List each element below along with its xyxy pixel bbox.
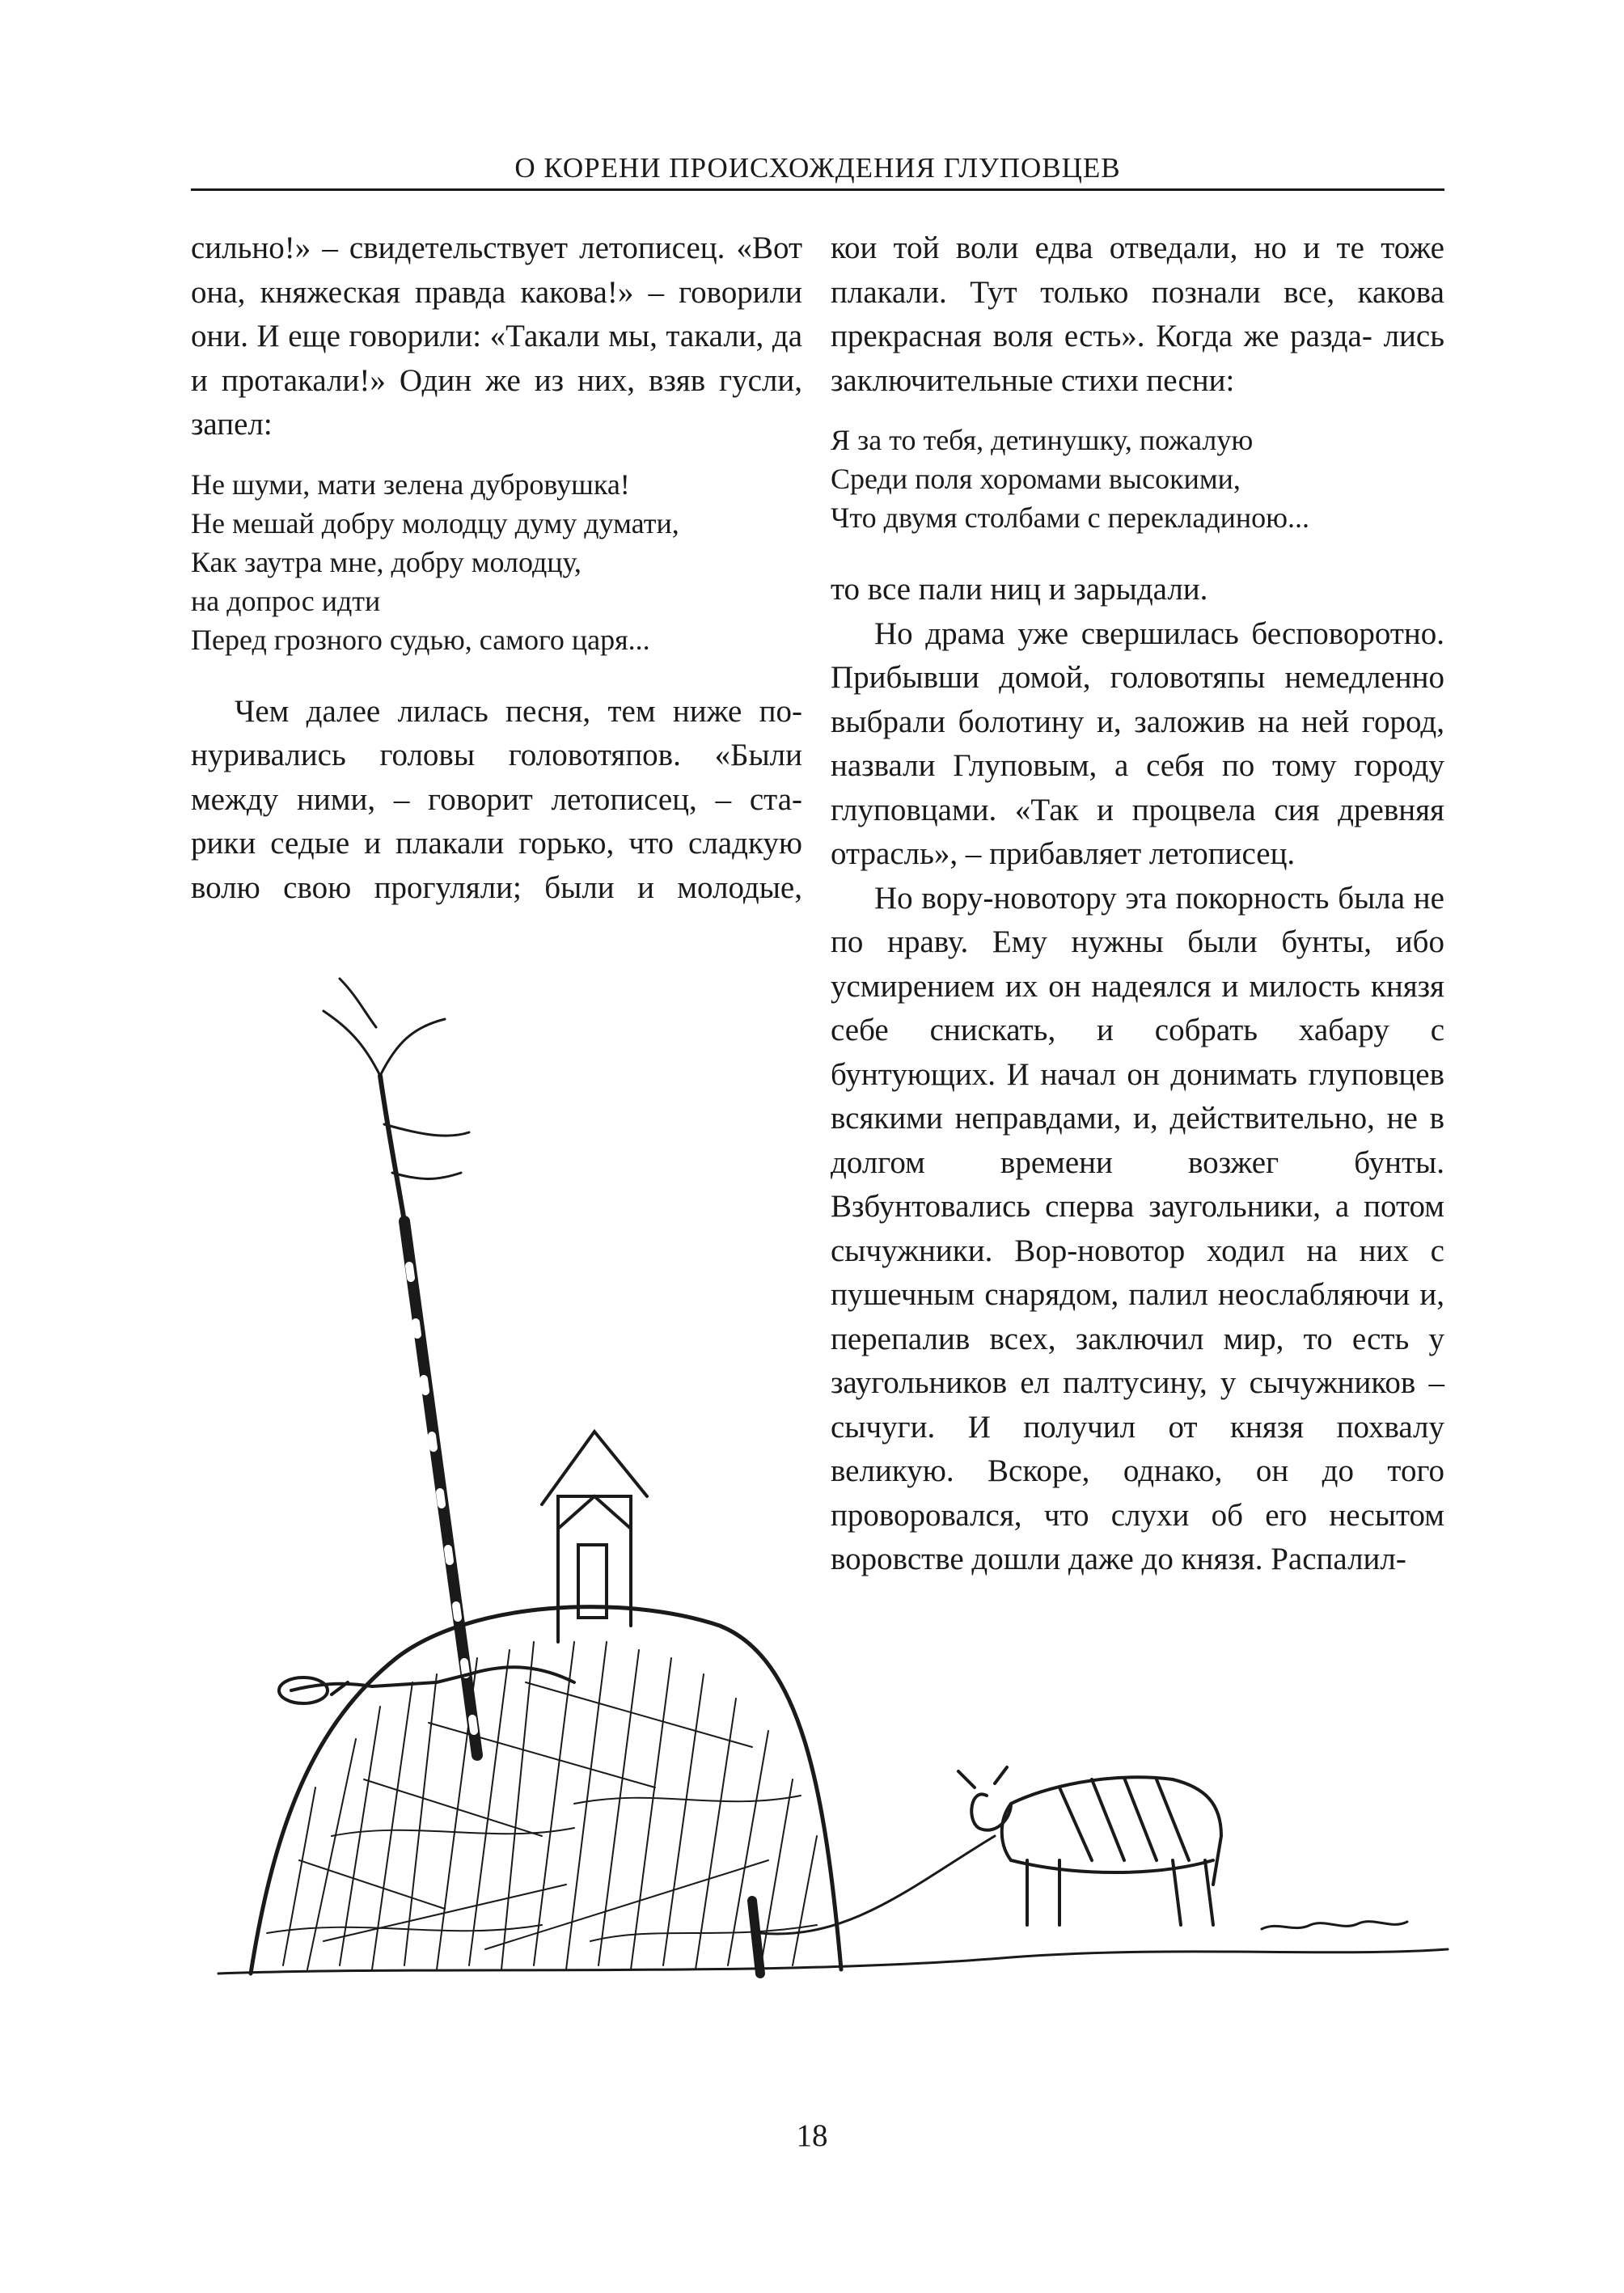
text-line: «Вот она, княжеская правда какова!» – bbox=[191, 231, 802, 310]
verse-line: Не шуми, мати зелена дубровушка! bbox=[191, 467, 630, 501]
striped-pole bbox=[324, 979, 477, 1755]
artist-signature bbox=[1262, 1922, 1407, 1929]
paragraph: Но вору-новотору эта покорность была не по нраву. Ему нужны были бунты, ибо усмирением их он надеялся и милость князя себе снискать, и собрать хабару с бунтующих. И начал он донимать глуповцев всякими неправдами, и, действительно, не в долгом времени возжег бунты. Взбунтовались сперва заугольники, а потом сычужники. Вор-новотор ходил на них с пушечным снарядом, палил неослабляючи и, перепалив всех, заключил мир, то есть у заугольников ел палтусину, у сычужников – сычуги. И получил от князя похвалу великую. Вскоре, однако, он до того проворовался, что слухи об его несытом воровстве дошли даже до князя. Распалил- bbox=[831, 880, 1444, 1576]
page-number: 18 bbox=[796, 2118, 828, 2153]
paragraph bbox=[191, 226, 802, 447]
text-line: кои той воли едва отведали, но и те тоже bbox=[831, 231, 1444, 265]
rope bbox=[760, 1836, 995, 1934]
verse-line: Среди поля хоромами высокими, bbox=[831, 463, 1241, 495]
text-line: лись заключительные стихи песни: bbox=[831, 319, 1444, 398]
ox-figure bbox=[958, 1767, 1221, 1925]
verse-line: Не мешай добру молодцу думу думати, bbox=[191, 506, 679, 539]
text-line: волю свою прогуляли; были и молодые, bbox=[191, 869, 802, 905]
text-line: прекрасная воля есть». Когда же разда- bbox=[831, 319, 1372, 353]
text-line: плакали. Тут только познали все, какова bbox=[831, 274, 1444, 310]
verse-block bbox=[191, 465, 802, 659]
grass-strokes bbox=[267, 1642, 817, 1969]
text-line: них, взяв гусли, запел: bbox=[191, 362, 802, 442]
verse-line: Что двумя столбами с перекладиною... bbox=[831, 501, 1310, 534]
verse-line: на допрос идти bbox=[191, 584, 381, 617]
paragraph: Но драма уже свершилась бесповоротно. Прибывши домой, головотяпы немедленно выбрали болотину и, заложив на ней город, назвали Глуповым, а себя по тому городу глуповцами. «Так и процвела сия древняя отрасль», – прибавляет летописец. bbox=[831, 616, 1444, 871]
text-line: рики седые и плакали горько, что сладкую bbox=[191, 826, 802, 861]
left-column bbox=[191, 226, 802, 910]
running-head: О КОРЕНИ ПРОИСХОЖДЕНИЯ ГЛУПОВЦЕВ bbox=[514, 152, 1121, 184]
text-line: сильно!» – свидетельствует летописец. bbox=[191, 231, 725, 265]
verse-block bbox=[831, 421, 1444, 537]
text-line: Чем далее лилась песня, тем ниже по- bbox=[235, 693, 802, 729]
small-post bbox=[752, 1901, 760, 1974]
verse-line: Как заутра мне, добру молодцу, bbox=[191, 545, 582, 578]
text-line: говорили они. И еще говорили: «Такали bbox=[191, 274, 802, 353]
text-line: нуривались головы головотяпов. «Были bbox=[191, 738, 802, 772]
verse-line: Я за то тебя, детинушку, пожалую bbox=[831, 424, 1254, 456]
sentry-box bbox=[542, 1432, 647, 1642]
illustration bbox=[202, 930, 1464, 2062]
text-line: мы, такали, да и протакали!» Один же из bbox=[191, 319, 802, 398]
ground-line bbox=[218, 1949, 1448, 1974]
text-line: между ними, – говорит летописец, – ста- bbox=[191, 781, 802, 817]
paragraph: то все пали ниц и зарыдали. bbox=[831, 572, 1208, 607]
paragraph bbox=[831, 226, 1444, 403]
verse-line: Перед грозного судью, самого царя... bbox=[191, 623, 650, 656]
paragraph bbox=[191, 690, 802, 911]
header-rule bbox=[191, 188, 1444, 191]
